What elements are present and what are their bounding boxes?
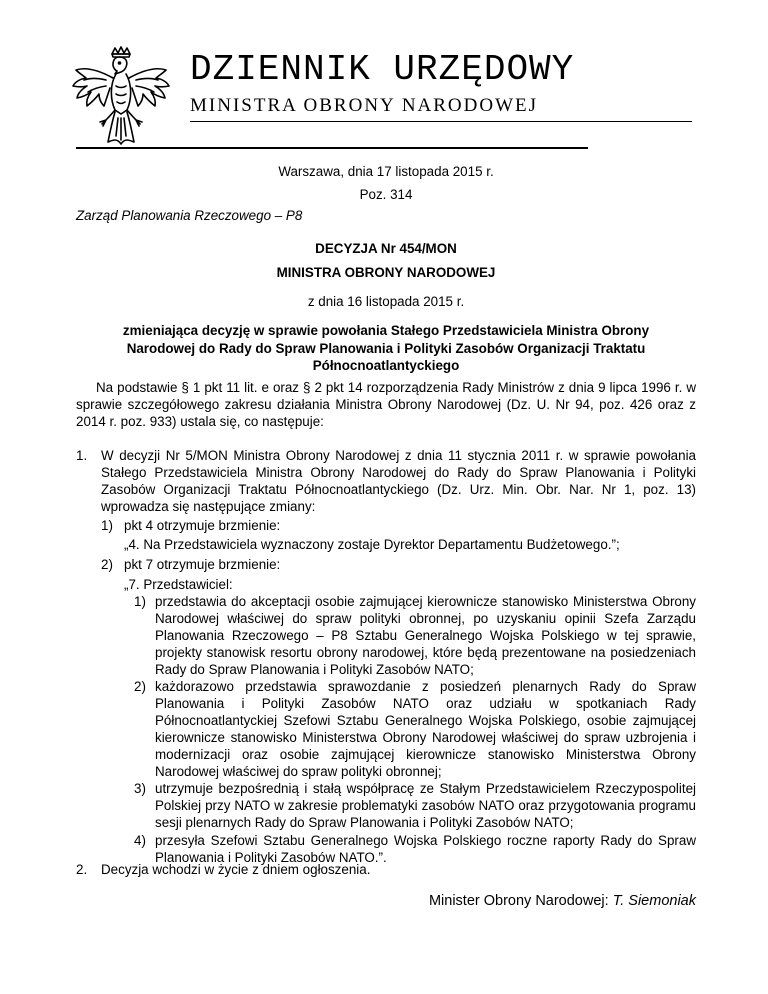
duty-1-text: przedstawia do akceptacji osobie zajmującej kierownicze stanowisko Ministerstwa Obrony Narodowej właściwej do spraw polityki obronnej, po uzyskaniu opinii Szefa Zarządu Planowania Rzeczowego – P8 Sztabu Generalnego Wojska Polskiego w tej sprawie, projekty stanowisk resortu obrony narodowej, które będą prezentowane na posiedzeniach Rady do Spraw Planowania i Polityki Zasobów NATO; [155, 594, 696, 677]
header-rule-thin [190, 121, 692, 122]
section-1-number: 1. [76, 448, 88, 463]
decision-date: z dnia 16 listopada 2015 r. [307, 294, 465, 309]
signature-role: Minister Obrony Narodowej: [428, 893, 609, 909]
point-1-text: pkt 4 otrzymuje brzmienie: [124, 518, 281, 533]
position-number: Poz. 314 [359, 187, 413, 202]
white-eagle-emblem-icon [66, 44, 176, 152]
duty-3-number: 3) [134, 781, 146, 796]
section-2-number: 2. [76, 862, 88, 877]
gazette-subtitle: MINISTRA OBRONY NARODOWEJ [190, 95, 539, 116]
point-2-number: 2) [101, 557, 113, 572]
duty-2-number: 2) [134, 679, 146, 694]
place-date: Warszawa, dnia 17 listopada 2015 r. [278, 164, 494, 179]
section-1-text: W decyzji Nr 5/MON Ministra Obrony Narodowej z dnia 11 stycznia 2011 r. w sprawie powołania Stałego Przedstawiciela Ministra Obrony Narodowej do Rady do Spraw Planowania i Polityki Zasobów Organizacji Traktatu Północnoatlantyckiego (Dz. Urz. Min. Obr. Nar. Nr 1, poz. 13) wprowadza się następujące zmiany: [101, 448, 696, 514]
gazette-title: DZIENNIK URZĘDOWY [190, 49, 575, 90]
point-1-number: 1) [101, 518, 113, 533]
decision-title: zmieniająca decyzję w sprawie powołania Stałego Przedstawiciela Ministra Obrony Narodowej do Rady do Spraw Planowania i Polityki Zasobów Organizacji Traktatu Północnoatlantyckiego [122, 323, 650, 373]
header-rule-thick [76, 147, 588, 149]
duty-3-text: utrzymuje bezpośrednią i stałą współpracę ze Stałym Przedstawicielem Rzeczypospolitej Polskiej przy NATO w zakresie problematyki zasobów NATO oraz przygotowania programu sesji plenarnych Rady do Spraw Planowania i Polityki Zasobów NATO; [155, 781, 696, 830]
point-2-text: pkt 7 otrzymuje brzmienie: [124, 557, 281, 572]
duty-2-text: każdorazowo przedstawia sprawozdanie z posiedzeń plenarnych Rady do Spraw Planowania i Polityki Zasobów NATO oraz udziału w spotkaniach Rady Północnoatlantyckiej Szefowi Sztabu Generalnego Wojska Polskiego, osobie zajmującej kierownicze stanowisko Ministerstwa Obrony Narodowej właściwej do spraw uzbrojenia i modernizacji oraz osobie zajmującej kierownicze stanowisko Ministerstwa Obrony Narodowej właściwej do spraw polityki obronnej; [155, 679, 696, 779]
signature-line [429, 892, 696, 910]
duty-1-number: 1) [134, 594, 146, 609]
section-2-text: Decyzja wchodzi w życie z dniem ogłoszenia. [101, 862, 371, 877]
decision-number: DECYZJA Nr 454/MON [315, 241, 457, 256]
duty-4-text: przesyła Szefowi Sztabu Generalnego Wojska Polskiego roczne raporty Rady do Spraw Planowania i Polityki Zasobów NATO.”. [155, 833, 696, 865]
duty-4-number: 4) [134, 833, 146, 848]
decision-authority: MINISTRA OBRONY NARODOWEJ [276, 265, 496, 280]
signature-name: T. Siemoniak [612, 893, 696, 909]
preamble: Na podstawie § 1 pkt 11 lit. e oraz § 2 pkt 14 rozporządzenia Rady Ministrów z dnia 9 lipca 1996 r. w sprawie szczegółowego zakresu działania Ministra Obrony Narodowej (Dz. U. Nr 94, poz. 426 oraz z 2014 r. poz. 933) ustala się, co następuje: [76, 380, 696, 429]
point-1-quote: „4. Na Przedstawiciela wyznaczony zostaje Dyrektor Departamentu Budżetowego.”; [124, 537, 620, 552]
point-2-quote-head: „7. Przedstawiciel: [124, 577, 233, 592]
issuer-unit: Zarząd Planowania Rzeczowego – P8 [76, 208, 303, 223]
